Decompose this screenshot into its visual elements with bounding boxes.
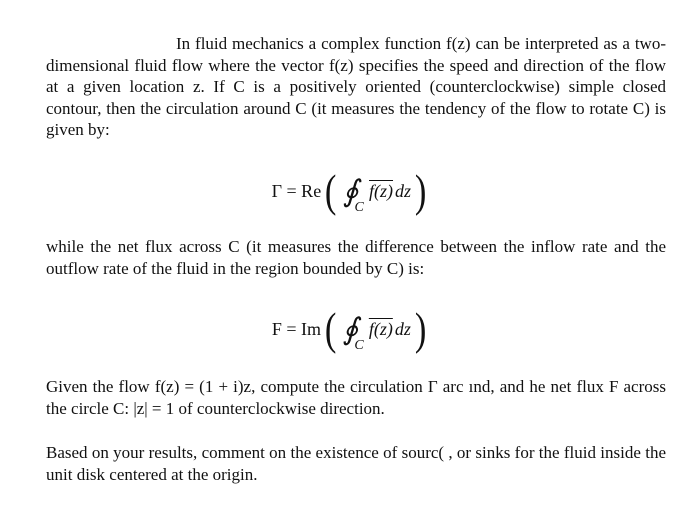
- differential: dz: [395, 180, 412, 201]
- contour-label: C: [354, 337, 364, 353]
- contour-label: C: [354, 199, 364, 215]
- contour-integral-symbol: ∮ C: [342, 174, 364, 215]
- circulation-lhs: Γ = Re: [271, 180, 322, 201]
- left-paren: (: [325, 165, 337, 216]
- conjugate-integrand: f(z): [368, 318, 393, 339]
- flux-formula: [0, 303, 700, 356]
- contour-integral-symbol: ∮ C: [342, 312, 364, 353]
- flux-paragraph: while the net flux across C (it measures the difference between the inflow rate and the outflow rate of the fluid in the region bounded by C) is:: [46, 237, 666, 278]
- comment-paragraph: Based on your results, comment on the existence of sourc( , or sinks for the fluid inside the unit disk centered at the origin.: [46, 443, 666, 484]
- flux-lhs: F = Im: [271, 318, 321, 339]
- conjugate-integrand: f(z): [369, 180, 394, 201]
- right-paren: ): [414, 165, 427, 216]
- differential: dz: [394, 318, 411, 339]
- right-paren: ): [414, 303, 427, 354]
- intro-paragraph: In fluid mechanics a complex function f(z) can be interpreted as a two-dimensional fluid flow where the vector f(z) specifies the speed and direction of the flow at a given location z. If C is a positively oriented (counterclockwise) simple closed contour, then the circulation around C (it measures the tendency of the flow to rotate C) is given by:: [46, 34, 666, 139]
- task-paragraph: Given the flow f(z) = (1 + i)z, compute the circulation Γ arc ınd, and he net flux F across the circle C: |z| = 1 of counterclockwise direction.: [46, 377, 666, 418]
- circulation-formula: [0, 165, 700, 218]
- left-paren: (: [324, 303, 337, 354]
